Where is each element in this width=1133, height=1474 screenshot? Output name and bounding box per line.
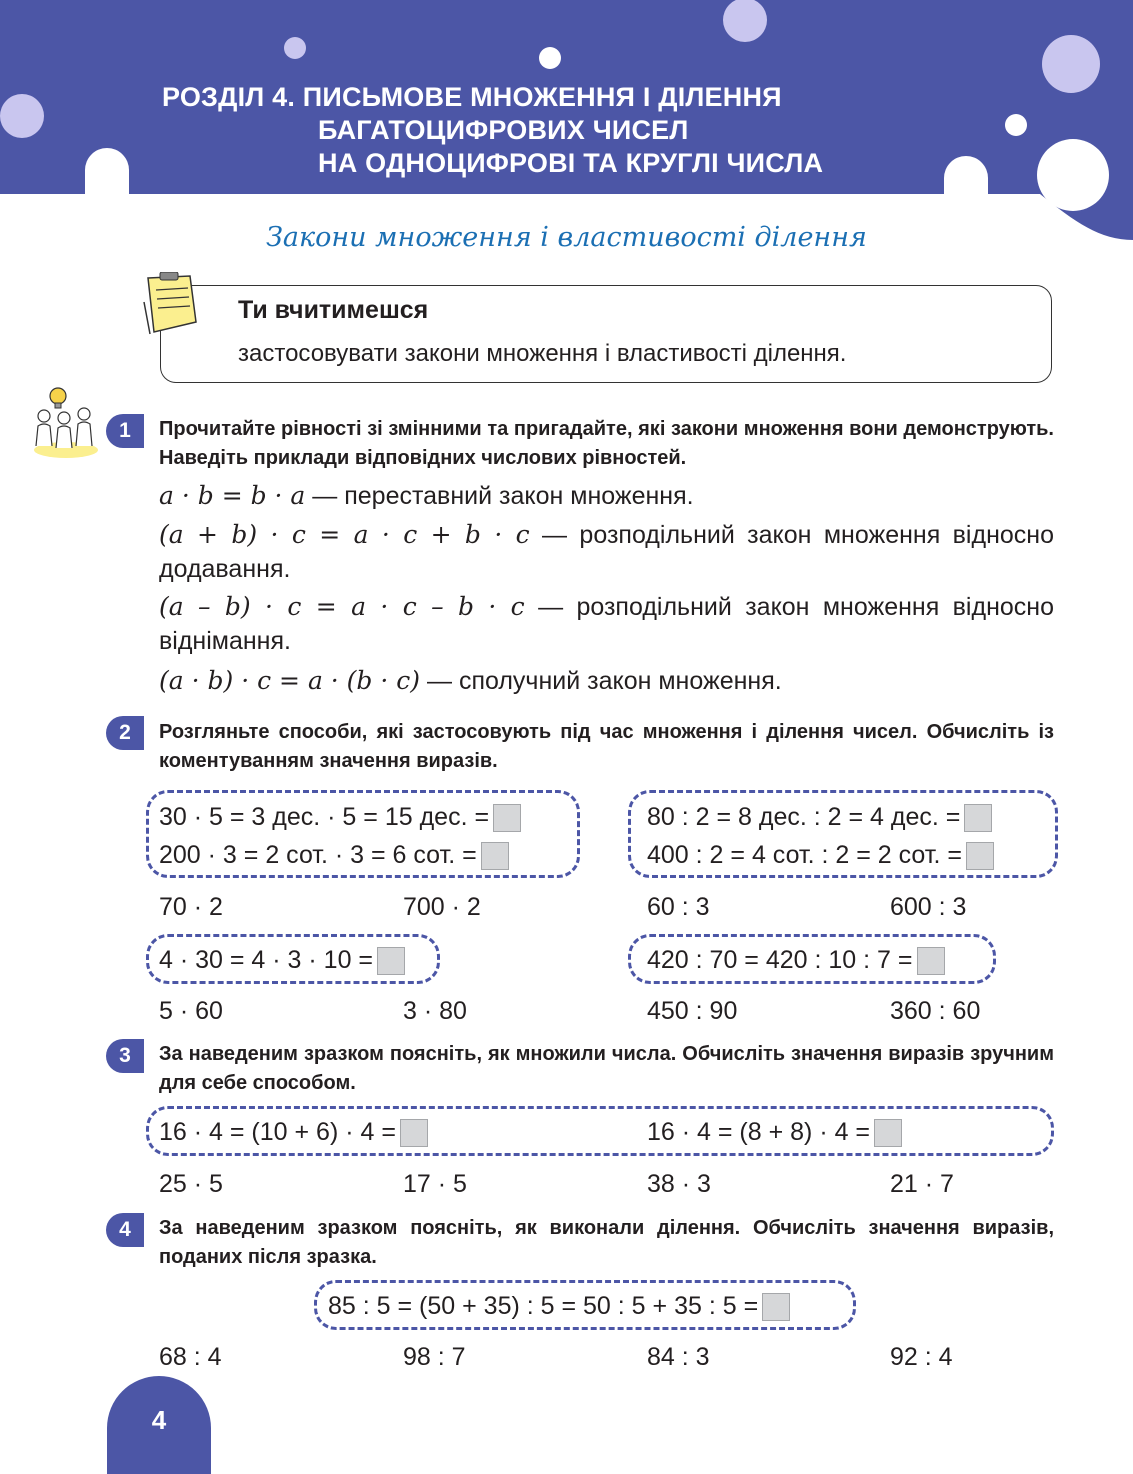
answer-box[interactable] xyxy=(917,947,945,975)
exercise-expression: 600 : 3 xyxy=(890,893,967,921)
exercise-expression: 98 : 7 xyxy=(403,1343,466,1371)
answer-box[interactable] xyxy=(493,804,521,832)
expression-text: 420 : 70 = 420 : 10 : 7 = xyxy=(647,946,913,974)
page-number: 4 xyxy=(151,1405,167,1435)
example-expression xyxy=(328,1291,790,1321)
law-associative xyxy=(159,664,1054,698)
answer-box[interactable] xyxy=(400,1119,428,1147)
learning-goal-text: застосовувати закони множення і властивості ділення. xyxy=(238,340,847,367)
expression-text: 400 : 2 = 4 сот. : 2 = 2 сот. = xyxy=(647,841,962,869)
example-expression xyxy=(159,802,521,832)
answer-box[interactable] xyxy=(966,842,994,870)
law-description: — розподільний закон множення відносно віднімання. xyxy=(159,593,1054,655)
law-formula: (a – b) · c = a · c – b · c xyxy=(159,592,525,621)
task-number-1: 1 xyxy=(106,414,144,448)
expression-text: 200 · 3 = 2 сот. · 3 = 6 сот. = xyxy=(159,841,477,869)
expression-text: 85 : 5 = (50 + 35) : 5 = 50 : 5 + 35 : 5 = xyxy=(328,1292,759,1320)
law-commutative xyxy=(159,479,1054,513)
answer-box[interactable] xyxy=(874,1119,902,1147)
exercise-expression: 3 · 80 xyxy=(403,997,467,1025)
expression-text: 4 · 30 = 4 · 3 · 10 = xyxy=(159,946,374,974)
law-formula: (a + b) · c = a · c + b · c xyxy=(159,520,530,549)
group-idea-icon xyxy=(30,386,102,458)
sticky-note-icon xyxy=(140,272,202,338)
lesson-title: Закони множення і властивості ділення xyxy=(266,222,867,253)
chapter-title-line2: БАГАТОЦИФРОВИХ ЧИСЕЛ xyxy=(318,115,689,145)
law-distributive-sub xyxy=(159,590,1054,658)
exercise-expression: 38 · 3 xyxy=(647,1170,711,1198)
exercise-expression: 25 · 5 xyxy=(159,1170,223,1198)
task-4-prompt: За наведеним зразком поясніть, як виконали ділення. Обчисліть значення виразів, поданих після зразка. xyxy=(159,1217,1054,1268)
law-distributive-add xyxy=(159,518,1054,586)
example-expression xyxy=(159,1117,428,1147)
law-formula: (a · b) · c = a · (b · c) xyxy=(159,666,421,695)
exercise-expression: 450 : 90 xyxy=(647,997,738,1025)
exercise-expression: 60 : 3 xyxy=(647,893,710,921)
task-3-prompt: За наведеним зразком поясніть, як множили числа. Обчисліть значення виразів зручним для себе способом. xyxy=(159,1043,1054,1094)
law-description: — переставний закон множення. xyxy=(305,482,694,510)
example-expression xyxy=(159,945,405,975)
task-number-4: 4 xyxy=(106,1213,144,1247)
chapter-title-line1: РОЗДІЛ 4. ПИСЬМОВЕ МНОЖЕННЯ І ДІЛЕННЯ xyxy=(162,82,782,112)
exercise-expression: 17 · 5 xyxy=(403,1170,467,1198)
exercise-expression: 70 · 2 xyxy=(159,893,223,921)
example-expression xyxy=(159,840,509,870)
chapter-title-line3: НА ОДНОЦИФРОВІ ТА КРУГЛІ ЧИСЛА xyxy=(318,148,824,178)
expression-text: 30 · 5 = 3 дес. · 5 = 15 дес. = xyxy=(159,803,490,831)
answer-box[interactable] xyxy=(762,1293,790,1321)
example-expression xyxy=(647,802,992,832)
expression-text: 16 · 4 = (8 + 8) · 4 = xyxy=(647,1118,871,1146)
example-expression xyxy=(647,945,945,975)
law-description: — сполучний закон множення. xyxy=(420,667,782,695)
exercise-expression: 360 : 60 xyxy=(890,997,981,1025)
expression-text: 16 · 4 = (10 + 6) · 4 = xyxy=(159,1118,396,1146)
task-number-2: 2 xyxy=(106,716,144,750)
exercise-expression: 84 : 3 xyxy=(647,1343,710,1371)
exercise-expression: 700 · 2 xyxy=(403,893,481,921)
task-1-prompt: Прочитайте рівності зі змінними та пригадайте, які закони множення вони демонструють. Наведіть приклади відповідних числових рівностей. xyxy=(159,418,1054,469)
answer-box[interactable] xyxy=(377,947,405,975)
law-description: — розподільний закон множення відносно додавання. xyxy=(159,521,1054,583)
exercise-expression: 92 : 4 xyxy=(890,1343,953,1371)
example-expression xyxy=(647,840,994,870)
task-2-prompt: Розгляньте способи, які застосовують під час множення і ділення чисел. Обчисліть із коментуванням значення виразів. xyxy=(159,721,1054,772)
exercise-expression: 21 · 7 xyxy=(890,1170,954,1198)
learning-goal-heading: Ти вчитимешся xyxy=(238,296,429,324)
answer-box[interactable] xyxy=(964,804,992,832)
law-formula: a · b = b · a xyxy=(159,481,306,510)
example-expression xyxy=(647,1117,902,1147)
answer-box[interactable] xyxy=(481,842,509,870)
task-number-3: 3 xyxy=(106,1039,144,1073)
expression-text: 80 : 2 = 8 дес. : 2 = 4 дес. = xyxy=(647,803,961,831)
exercise-expression: 5 · 60 xyxy=(159,997,223,1025)
exercise-expression: 68 : 4 xyxy=(159,1343,222,1371)
